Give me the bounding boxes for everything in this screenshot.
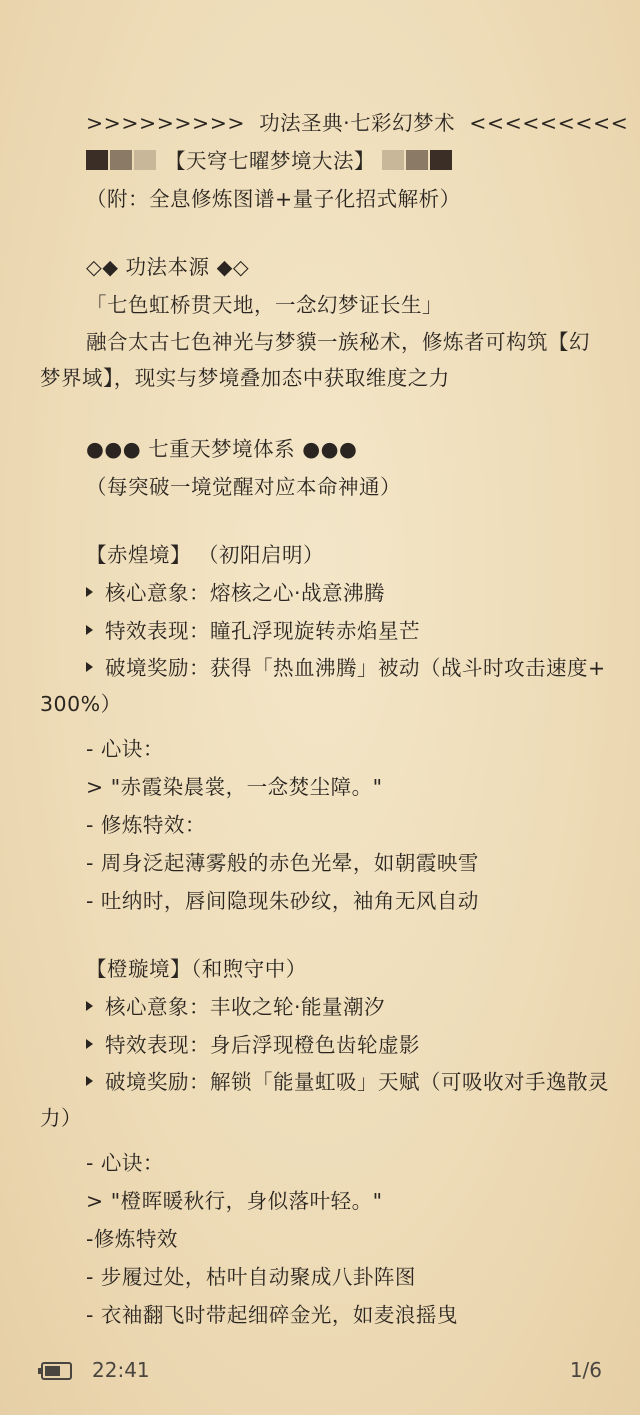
list-item: 核心意象：熔核之心·战意沸腾 [40, 574, 610, 612]
list-item: 核心意象：丰收之轮·能量潮汐 [40, 988, 610, 1026]
realm-title-chengxuan: 【橙璇境】（和煦守中） [86, 957, 307, 981]
system-note: （每突破一境觉醒对应本命神通） [86, 475, 401, 499]
origin-paragraph: 融合太古七色神光与梦貘一族秘术，修炼者可构筑【幻梦界域】，现实与梦境叠加态中获取维度之力 [40, 330, 590, 390]
fx-item: - 步履过处，枯叶自动聚成八卦阵图 [86, 1265, 416, 1289]
fx-item: - 吐纳时，唇间隐现朱砂纹，袖角无风自动 [86, 889, 479, 913]
list-item: 特效表现：身后浮现橙色齿轮虚影 [40, 1026, 610, 1064]
subtitle-line [40, 142, 610, 180]
system-heading: ●●● 七重天梦境体系 ●●● [86, 437, 358, 461]
triangle-bullet-icon [86, 625, 93, 635]
right-block-ornament-icon [382, 149, 454, 171]
triangle-bullet-icon [86, 662, 93, 672]
title-left-arrows: >>>>>>>>> [86, 111, 246, 135]
fx-item: - 周身泛起薄雾般的赤色光晕，如朝霞映雪 [86, 851, 479, 875]
fx-label: -修炼特效 [86, 1227, 178, 1251]
clock-time: 22:41 [92, 1358, 150, 1382]
title-line [40, 104, 629, 142]
page-title: 功法圣典·七彩幻梦术 [259, 111, 456, 135]
mantra-quote: > "赤霞染晨裳，一念焚尘障。" [86, 775, 383, 799]
mantra-quote: > "橙晖暖秋行，身似落叶轻。" [86, 1189, 383, 1213]
page-indicator: 1/6 [569, 1358, 602, 1382]
list-item: 破境奖励：解锁「能量虹吸」天赋（可吸收对手逸散灵力） [40, 1070, 609, 1130]
fx-label: - 修炼特效： [86, 813, 206, 837]
triangle-bullet-icon [86, 1076, 93, 1086]
origin-heading: ◇◆ 功法本源 ◆◇ [86, 255, 250, 279]
origin-motto: 「七色虹桥贯天地，一念幻梦证长生」 [86, 293, 443, 317]
triangle-bullet-icon [86, 587, 93, 597]
subtitle: 【天穹七曜梦境大法】 [165, 149, 376, 173]
triangle-bullet-icon [86, 1039, 93, 1049]
list-item: 特效表现：瞳孔浮现旋转赤焰星芒 [40, 612, 610, 650]
header-note: （附：全息修炼图谱+量子化招式解析） [86, 187, 461, 211]
left-block-ornament-icon [86, 149, 158, 171]
list-item: 破境奖励：获得「热血沸腾」被动（战斗时攻击速度+300%） [40, 656, 606, 716]
fx-item: - 衣袖翻飞时带起细碎金光，如麦浪摇曳 [86, 1303, 458, 1327]
triangle-bullet-icon [86, 1001, 93, 1011]
realm-title-chihuang: 【赤煌境】 （初阳启明） [86, 543, 325, 567]
title-right-arrows: <<<<<<<<< [469, 111, 629, 135]
chapter-text [40, 104, 629, 1334]
mantra-label: - 心诀： [86, 737, 164, 761]
battery-icon [38, 1362, 72, 1380]
mantra-label: - 心诀： [86, 1151, 164, 1175]
reader-status-bar [0, 1352, 640, 1392]
